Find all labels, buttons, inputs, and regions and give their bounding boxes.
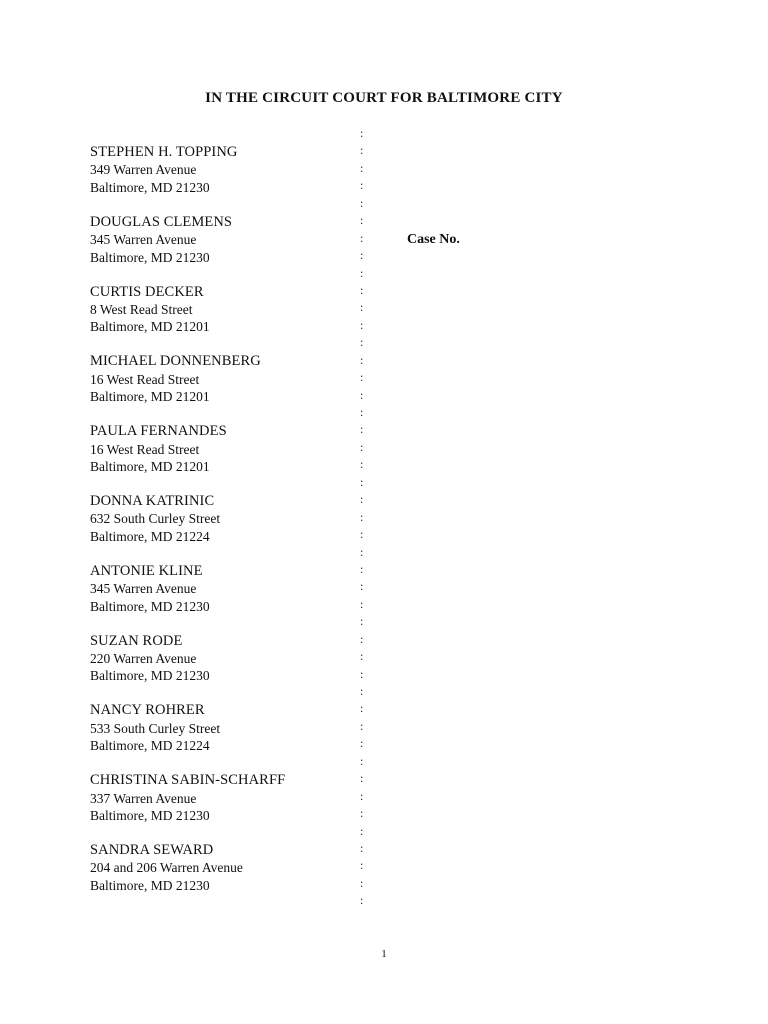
party-entry [90,563,360,633]
caption-separator-colon: : [360,335,364,350]
party-entry [90,772,360,842]
caption-separator-colon: : [360,457,364,472]
caption-separator-colon: : [360,666,364,681]
caption-separator-colon: : [360,701,364,716]
caption-separator-colon: : [360,178,364,193]
party-entry [90,353,360,423]
caption-separator-colon: : [360,282,364,297]
caption-separator-colon: : [360,370,364,385]
party-city: Baltimore, MD 21230 [90,877,210,893]
caption-separator-colon: : [360,352,364,367]
caption-separator-colon: : [360,875,364,890]
party-name: CURTIS DECKER [90,283,204,300]
party-name: PAULA FERNANDES [90,423,227,440]
caption-separator-colon: : [360,631,364,646]
party-name: SUZAN RODE [90,632,183,649]
caption-separator-colon: : [360,561,364,576]
caption-separator-colon: : [360,230,364,245]
caption-separator-colon: : [360,806,364,821]
caption-separator-colon: : [360,771,364,786]
caption-separator-colon: : [360,840,364,855]
party-name: DOUGLAS CLEMENS [90,213,233,230]
party-name: NANCY ROHRER [90,702,205,719]
caption-separator-colon: : [360,492,364,507]
caption-separator-colon: : [360,684,364,698]
caption-separator-colon: : [360,544,364,559]
party-city: Baltimore, MD 21230 [90,598,210,614]
party-street: 16 West Read Street [90,441,200,457]
case-number-label: Case No. [407,232,460,247]
caption-separator-colon: : [360,160,364,175]
caption-separator-colon: : [360,718,364,733]
party-name: DONNA KATRINIC [90,492,215,509]
caption-separator-colon: : [360,893,364,908]
caption-separator-colon: : [360,195,364,210]
caption-separator-colon: : [360,474,364,489]
caption-separator-colon: : [360,422,364,437]
party-entry [90,214,360,284]
caption-separator-colon: : [360,527,364,542]
party-street: 345 Warren Avenue [90,232,197,248]
party-street: 337 Warren Avenue [90,790,197,806]
caption-separator-colon: : [360,405,364,419]
party-entry [90,423,360,493]
caption-separator-colon: : [360,614,364,629]
party-street: 533 South Curley Street [90,720,221,736]
party-entry [90,144,360,214]
party-name: MICHAEL DONNENBERG [90,353,261,370]
caption-separator-colon: : [360,126,364,140]
caption-separator-colon: : [360,509,364,524]
party-name: SANDRA SEWARD [90,841,214,858]
party-city: Baltimore, MD 21230 [90,179,210,195]
page-number: 1 [381,948,387,960]
caption-separator-colon: : [360,649,364,664]
party-entry [90,493,360,563]
caption-separator-colon: : [360,265,364,280]
party-city: Baltimore, MD 21230 [90,807,210,823]
caption-separator-colon: : [360,596,364,611]
party-city: Baltimore, MD 21230 [90,668,210,684]
caption-separator-colon: : [360,753,364,768]
party-street: 349 Warren Avenue [90,162,197,178]
party-city: Baltimore, MD 21224 [90,528,210,544]
party-street: 345 Warren Avenue [90,581,197,597]
caption-separator-colon: : [360,387,364,402]
party-list [90,144,360,912]
party-entry [90,633,360,703]
party-entry [90,842,360,912]
party-city: Baltimore, MD 21201 [90,319,210,335]
party-street: 204 and 206 Warren Avenue [90,860,243,876]
party-name: ANTONIE KLINE [90,562,203,579]
party-name: STEPHEN H. TOPPING [90,144,238,160]
caption-separator-colon: : [360,248,364,263]
caption-separator-colon: : [360,143,364,158]
caption-separator-colon: : [360,579,364,594]
caption-separator-colon: : [360,823,364,838]
caption-separator-colon: : [360,788,364,803]
party-name: CHRISTINA SABIN-SCHARFF [90,772,286,789]
party-street: 632 South Curley Street [90,511,221,527]
party-street: 8 West Read Street [90,302,193,317]
party-street: 220 Warren Avenue [90,650,197,666]
party-city: Baltimore, MD 21201 [90,389,210,405]
party-city: Baltimore, MD 21224 [90,738,210,754]
caption-separator-colon: : [360,213,364,228]
party-city: Baltimore, MD 21201 [90,459,210,474]
caption-separator-colon: : [360,317,364,332]
caption-separator-colon: : [360,736,364,751]
caption-separator-colon: : [360,858,364,873]
party-entry [90,702,360,772]
caption-separator-column [360,125,370,910]
party-city: Baltimore, MD 21230 [90,249,210,265]
caption-separator-colon: : [360,300,364,315]
party-entry [90,284,360,354]
court-title: IN THE CIRCUIT COURT FOR BALTIMORE CITY [205,90,563,106]
party-street: 16 West Read Street [90,371,200,387]
caption-separator-colon: : [360,439,364,454]
